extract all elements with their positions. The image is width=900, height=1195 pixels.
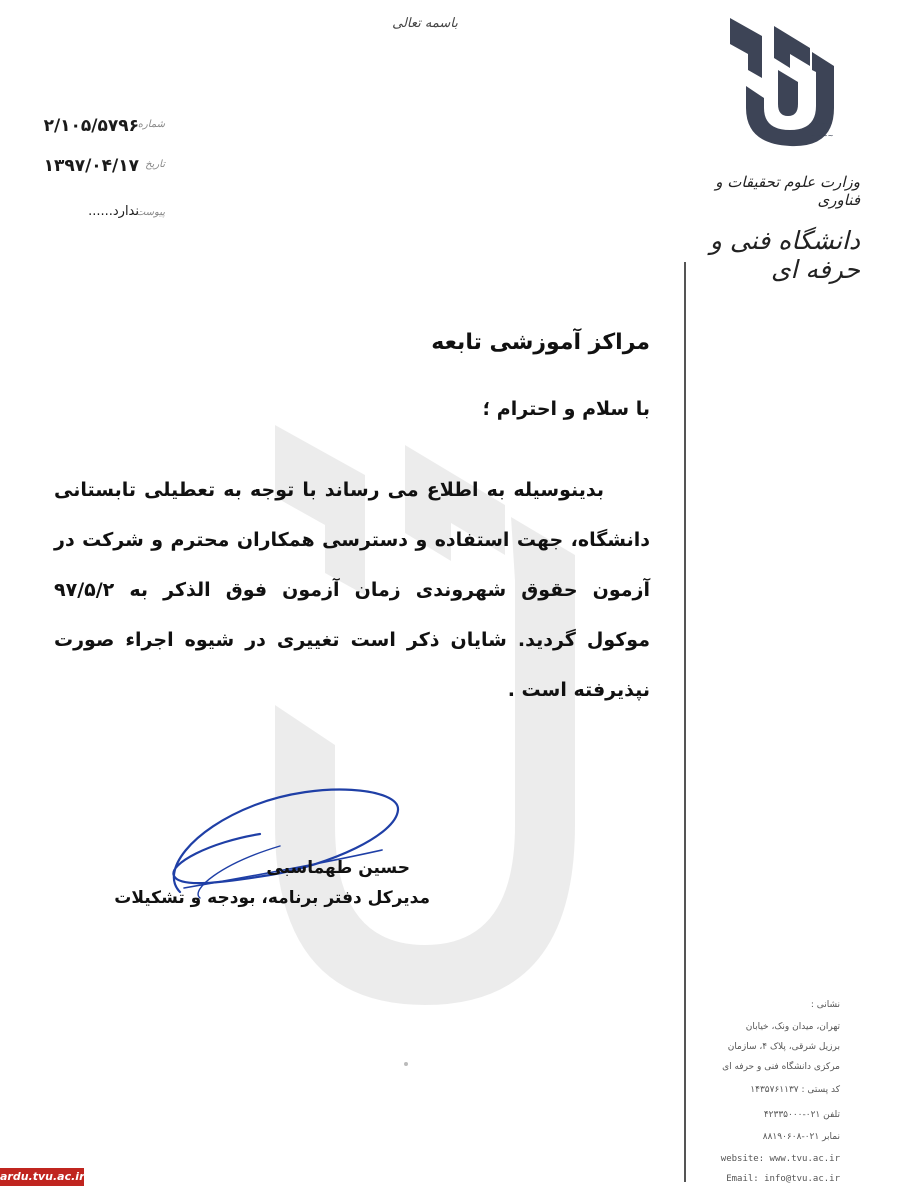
letter-attachment-label: پیوست <box>135 207 165 218</box>
letter-date-label: تاریخ <box>145 159 165 170</box>
greeting: با سلام و احترام ؛ <box>482 398 650 420</box>
website-link[interactable]: website: www.tvu.ac.ir <box>720 1154 840 1164</box>
source-stamp: ardu.tvu.ac.ir <box>0 1168 84 1186</box>
university-logo <box>718 8 842 158</box>
address-line-2: برزیل شرقی، پلاک ۴، سازمان <box>727 1042 840 1052</box>
letter-date: ۱۳۹۷/۰۴/۱۷ <box>43 156 139 176</box>
postal-code: کد پستی : ۱۴۳۵۷۶۱۱۳۷ <box>750 1085 840 1095</box>
svg-text:~~~~: ~~~~ <box>810 132 834 140</box>
scan-speck <box>404 1062 408 1066</box>
fax-number: نمابر ۰۲۱-۸۸۱۹۰۶۰۸ <box>762 1132 840 1142</box>
email-link[interactable]: Email: info@tvu.ac.ir <box>726 1174 840 1184</box>
address-line-1: تهران، میدان ونک، خیابان <box>745 1022 840 1032</box>
letter-number-row <box>20 116 165 140</box>
letter-attachment-row <box>20 204 165 228</box>
letter-number-label: شماره <box>137 119 165 130</box>
signatory-name: حسین طهماسبی <box>266 858 410 878</box>
ministry-name: وزارت علوم تحقیقات و فناوری <box>715 173 860 209</box>
invocation-text: باسمه تعالی <box>392 16 458 31</box>
letter-attachment: ندارد...... <box>88 204 139 219</box>
addressee: مراکز آموزشی تابعه <box>431 330 650 355</box>
university-name: دانشگاه فنی و حرفه ای <box>709 226 860 284</box>
address-label: نشانی : <box>810 1000 840 1010</box>
handwritten-signature <box>160 780 410 905</box>
signatory-title: مدیرکل دفتر برنامه، بودجه و تشکیلات <box>114 888 430 908</box>
phone-number: تلفن ۰۲۱-۴۲۳۳۵۰۰۰ <box>763 1110 840 1120</box>
letter-body <box>54 465 650 715</box>
letterhead-divider <box>684 262 686 1182</box>
address-line-3: مرکزی دانشگاه فنی و حرفه ای <box>722 1062 840 1072</box>
letter-number: ۲/۱۰۵/۵۷۹۶ <box>43 116 139 136</box>
letter-date-row <box>20 156 165 180</box>
letter-body-text: بدینوسیله به اطلاع می رساند با توجه به تعطیلی تابستانی دانشگاه، جهت استفاده و دسترسی همکاران محترم و شرکت در آزمون حقوق شهروندی زمان آزمون فوق الذکر به ۹۷/۵/۲ موکول گردید. شایان ذکر است تغییری در شیوه اجراء صورت نپذیرفته است . <box>54 479 650 701</box>
svg-text:~~~: ~~~ <box>814 120 832 128</box>
